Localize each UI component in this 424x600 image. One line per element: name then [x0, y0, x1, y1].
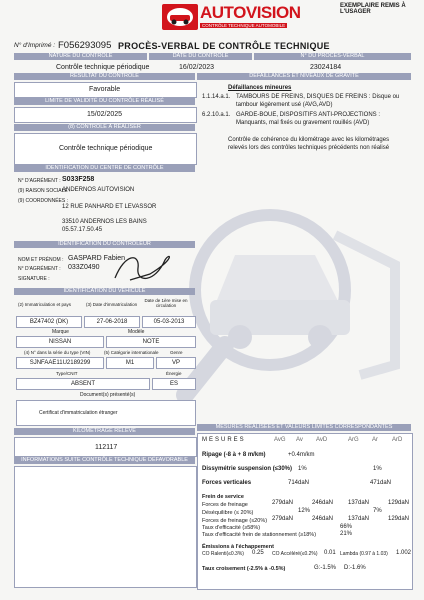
- controleur-agrement-label: N° D'AGRÉMENT :: [18, 266, 61, 272]
- marque-label: Marque: [52, 329, 69, 335]
- co-ralenti-value: 0.25: [252, 550, 264, 556]
- date-immat-value: 27-06-2018: [84, 316, 140, 328]
- date-header: DATE DU CONTRÔLE: [149, 53, 252, 60]
- defects-header: DÉFAILLANCES ET NIVEAUX DE GRAVITÉ: [197, 73, 411, 80]
- forces-vert-ar: 471daN: [370, 480, 392, 486]
- pv-header: N° DU PROCÈS-VERBAL: [254, 53, 411, 60]
- forces-vert-label: Forces verticales: [202, 480, 252, 486]
- defect-2-text: GARDE-BOUE, DISPOSITIFS ANTI-PROJECTIONS : Manquants, mal fixés ou gravement rouillés (AVD): [236, 112, 381, 126]
- deseq-av: 12%: [298, 508, 311, 514]
- controleur-name-value: GASPARD Fabien: [68, 255, 126, 262]
- col-ard: ArD: [392, 437, 403, 443]
- dissym-av: 1%: [298, 466, 307, 472]
- raison-label: (9) RAISON SOCIALE :: [18, 188, 71, 194]
- centre-address-1: 12 RUE PANHARD ET LEVASSOR: [62, 204, 157, 210]
- ff-avd: 246daN: [312, 500, 334, 506]
- raison-value: ANDERNOS AUTOVISION: [62, 187, 135, 193]
- co-accel-value: 0.01: [324, 550, 336, 556]
- mesures-title: MESURES: [202, 437, 246, 443]
- defect-1-text: TAMBOURS DE FREINS, DISQUES DE FREINS : Disque ou tambour légèrement usé (AVG,AVD): [236, 94, 400, 108]
- immat-value: BZ47402 (DK): [16, 316, 82, 328]
- centre-agrement-value: S033F258: [62, 176, 95, 183]
- signature-label: SIGNATURE :: [18, 276, 50, 282]
- taux-g-value: G:-1.5%: [314, 565, 337, 571]
- type-label: Type/CNIT: [56, 371, 78, 376]
- impression-label: N° d'Imprimé :: [14, 42, 56, 49]
- docs-value: Certificat d'immatriculation étranger: [39, 410, 118, 416]
- kilometrage-header: KILOMÉTRAGE RELEVÉ: [14, 428, 195, 435]
- centre-header: IDENTIFICATION DU CENTRE DE CONTRÔLE: [14, 165, 195, 172]
- ff2-ard: 129daN: [388, 516, 410, 522]
- desequilibre-label: Déséquilibre (≤ 20%): [202, 510, 254, 516]
- informations-header: INFORMATIONS SUITE CONTRÔLE TECHNIQUE DÉFAVORABLE: [14, 457, 195, 464]
- forces-freinage-label: Forces de freinage: [202, 502, 248, 508]
- validity-header: LIMITE DE VALIDITÉ DU CONTRÔLE RÉALISÉ: [14, 98, 195, 105]
- controleur-name-label: NOM ET PRÉNOM :: [18, 257, 64, 263]
- informations-box: [14, 466, 197, 588]
- next-control-box: [14, 133, 197, 165]
- controleur-agrement-value: 033Z0490: [68, 264, 100, 271]
- ripage-cro-label: Taux croisement (-2.5% à -0.5%): [202, 566, 286, 572]
- signature: [110, 248, 180, 288]
- energie-value: ES: [152, 378, 196, 390]
- brand-subtitle: CONTRÔLE TECHNIQUE AUTOMOBILE: [202, 23, 286, 28]
- emissions-label: Émissions à l'échappement: [202, 544, 274, 550]
- type-value: ABSENT: [16, 378, 150, 390]
- watermark-logo: [175, 175, 405, 415]
- docs-label: Document(s) présenté(s): [80, 392, 136, 398]
- result-value: Favorable: [89, 86, 121, 93]
- validity-value: 15/02/2025: [87, 111, 123, 118]
- taux-eff-label: Taux d'efficacité (≥58%): [202, 525, 261, 531]
- pv-number: 23024184: [310, 64, 342, 71]
- km-coherence-note: Contrôle de cohérence du kilométrage avec les kilométrages relevés lors des contrôles techniques précédents non réalisé: [228, 137, 390, 151]
- marque-value: NISSAN: [16, 336, 104, 348]
- ff2-avg: 279daN: [272, 516, 294, 522]
- date-1mec-label: Date de 1ère mise en circulation: [144, 298, 188, 308]
- vin-value: SJNFAAE11U2189299: [16, 357, 104, 369]
- next-control-value: Contrôle technique périodique: [59, 145, 153, 152]
- taux-d-value: D:-1.6%: [344, 565, 366, 571]
- defect-1-code: 1.1.14.a.1.: [202, 94, 231, 100]
- result-header: RÉSULTAT DU CONTRÔLE: [14, 73, 195, 80]
- kilometrage-box: [14, 437, 197, 457]
- page-title: PROCÈS-VERBAL DE CONTRÔLE TECHNIQUE: [118, 41, 330, 51]
- ff2-arg: 137daN: [348, 516, 370, 522]
- next-control-header: (8) CONTRÔLE À RÉALISER: [14, 124, 195, 131]
- defect-2-code: 6.2.10.a.1.: [202, 112, 231, 118]
- co-accel-label: CO Accéléré(≤0.2%): [272, 551, 318, 557]
- ff-avg: 279daN: [272, 500, 294, 506]
- copy-label: EXEMPLAIRE REMIS À L'USAGER: [340, 3, 406, 15]
- col-arg: ArG: [348, 437, 359, 443]
- col-avd: AvD: [316, 437, 328, 443]
- vehicule-header: IDENTIFICATION DU VÉHICULE: [14, 288, 195, 295]
- modele-value: NOTE: [106, 336, 196, 348]
- impression-number: F056293095: [58, 40, 112, 51]
- result-box: [14, 82, 197, 98]
- energie-label: Énergie: [166, 371, 182, 376]
- nature-value: Contrôle technique périodique: [56, 64, 150, 71]
- vin-label: (4) N° dans la série du type (VIN): [24, 350, 91, 355]
- centre-address-2: 33510 ANDERNOS LES BAINS: [62, 219, 147, 225]
- forces-vert-av: 714daN: [288, 480, 310, 486]
- genre-value: VP: [156, 357, 196, 369]
- mesures-header: MESURES RÉALISÉES ET VALEURS LIMITES CORRESPONDANTES: [197, 424, 411, 431]
- co-ralenti-label: CO Ralenti(≤0.3%): [202, 551, 244, 557]
- ripage-label: Ripage (-8 à + 8 m/km): [202, 452, 266, 458]
- ripage-value: +0.4m/km: [288, 452, 315, 458]
- defects-heading: Défaillances mineures: [228, 85, 292, 91]
- docs-box: [16, 400, 196, 426]
- frein-stat-value: 21%: [340, 531, 353, 537]
- immat-label: (2) Immatriculation et pays: [18, 302, 72, 307]
- deseq-ar: 7%: [373, 508, 382, 514]
- taux-eff-value: 66%: [340, 524, 353, 530]
- ff-arg: 137daN: [348, 500, 370, 506]
- lambda-label: Lambda (0.97 à 1.03): [340, 551, 388, 557]
- centre-agrement-label: N° D'AGRÉMENT :: [18, 178, 61, 184]
- cat-value: M1: [106, 357, 154, 369]
- col-avg: AvG: [274, 437, 286, 443]
- frein-service-label: Frein de service: [202, 494, 244, 500]
- date-immat-label: (3) Date d'immatriculation: [86, 302, 138, 307]
- centre-phone: 05.57.17.50.45: [62, 227, 103, 233]
- nature-header: NATURE DU CONTRÔLE: [14, 53, 147, 60]
- cat-label: (5) Catégorie internationale: [104, 350, 159, 355]
- dissym-ar: 1%: [373, 466, 382, 472]
- dissym-label: Dissymétrie suspension (≤30%): [202, 466, 292, 472]
- brand-name: AUTOVISION: [200, 3, 301, 22]
- ff2-avd: 246daN: [312, 516, 334, 522]
- coord-label: (9) COORDONNÉES :: [18, 198, 69, 204]
- controleur-header: IDENTIFICATION DU CONTRÔLEUR: [14, 241, 195, 248]
- col-ar: Ar: [372, 437, 378, 443]
- date-value: 16/02/2023: [179, 64, 215, 71]
- validity-box: [14, 107, 197, 123]
- col-av: Av: [296, 437, 303, 443]
- lambda-value: 1.002: [396, 550, 412, 556]
- date-1mec-value: 05-03-2013: [142, 316, 196, 328]
- modele-label: Modèle: [128, 329, 145, 335]
- ff-frein-label: Forces de freinage (≤20%): [202, 518, 268, 524]
- kilometrage-value: 112117: [95, 444, 118, 451]
- ff-ard: 129daN: [388, 500, 410, 506]
- genre-label: Genre: [170, 350, 183, 355]
- frein-stat-label: Taux d'efficacité frein de stationnement (≥18%): [202, 532, 317, 538]
